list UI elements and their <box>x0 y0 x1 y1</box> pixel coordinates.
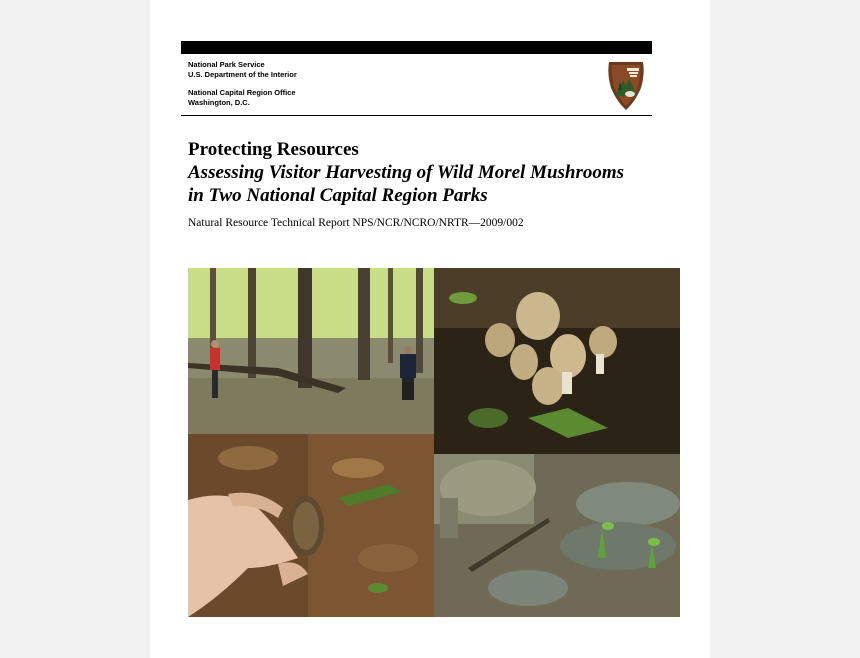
subtitle-line-1: Assessing Visitor Harvesting of Wild Morel Mushrooms <box>188 162 625 183</box>
department-name: U.S. Department of the Interior <box>188 69 297 79</box>
hand-picking-morel-photo <box>188 434 434 617</box>
header-rule <box>181 115 652 116</box>
rocky-forest-floor-photo <box>434 454 680 617</box>
morel-cluster-photo <box>434 268 680 454</box>
report-subtitle <box>188 161 658 207</box>
subtitle-line-2: in Two National Capital Region Parks <box>188 185 488 206</box>
report-title: Protecting Resources <box>188 139 359 160</box>
office-location: Washington, D.C. <box>188 97 250 107</box>
nps-arrowhead-icon <box>605 58 647 112</box>
photo-collage <box>188 268 680 617</box>
agency-block <box>188 60 297 107</box>
office-name: National Capital Region Office <box>188 88 296 97</box>
agency-name: National Park Service <box>188 60 265 69</box>
report-number: Natural Resource Technical Report NPS/NCR/NCRO/NRTR—2009/002 <box>188 217 524 229</box>
header-bar <box>181 41 652 54</box>
forest-visitors-photo <box>188 268 434 434</box>
